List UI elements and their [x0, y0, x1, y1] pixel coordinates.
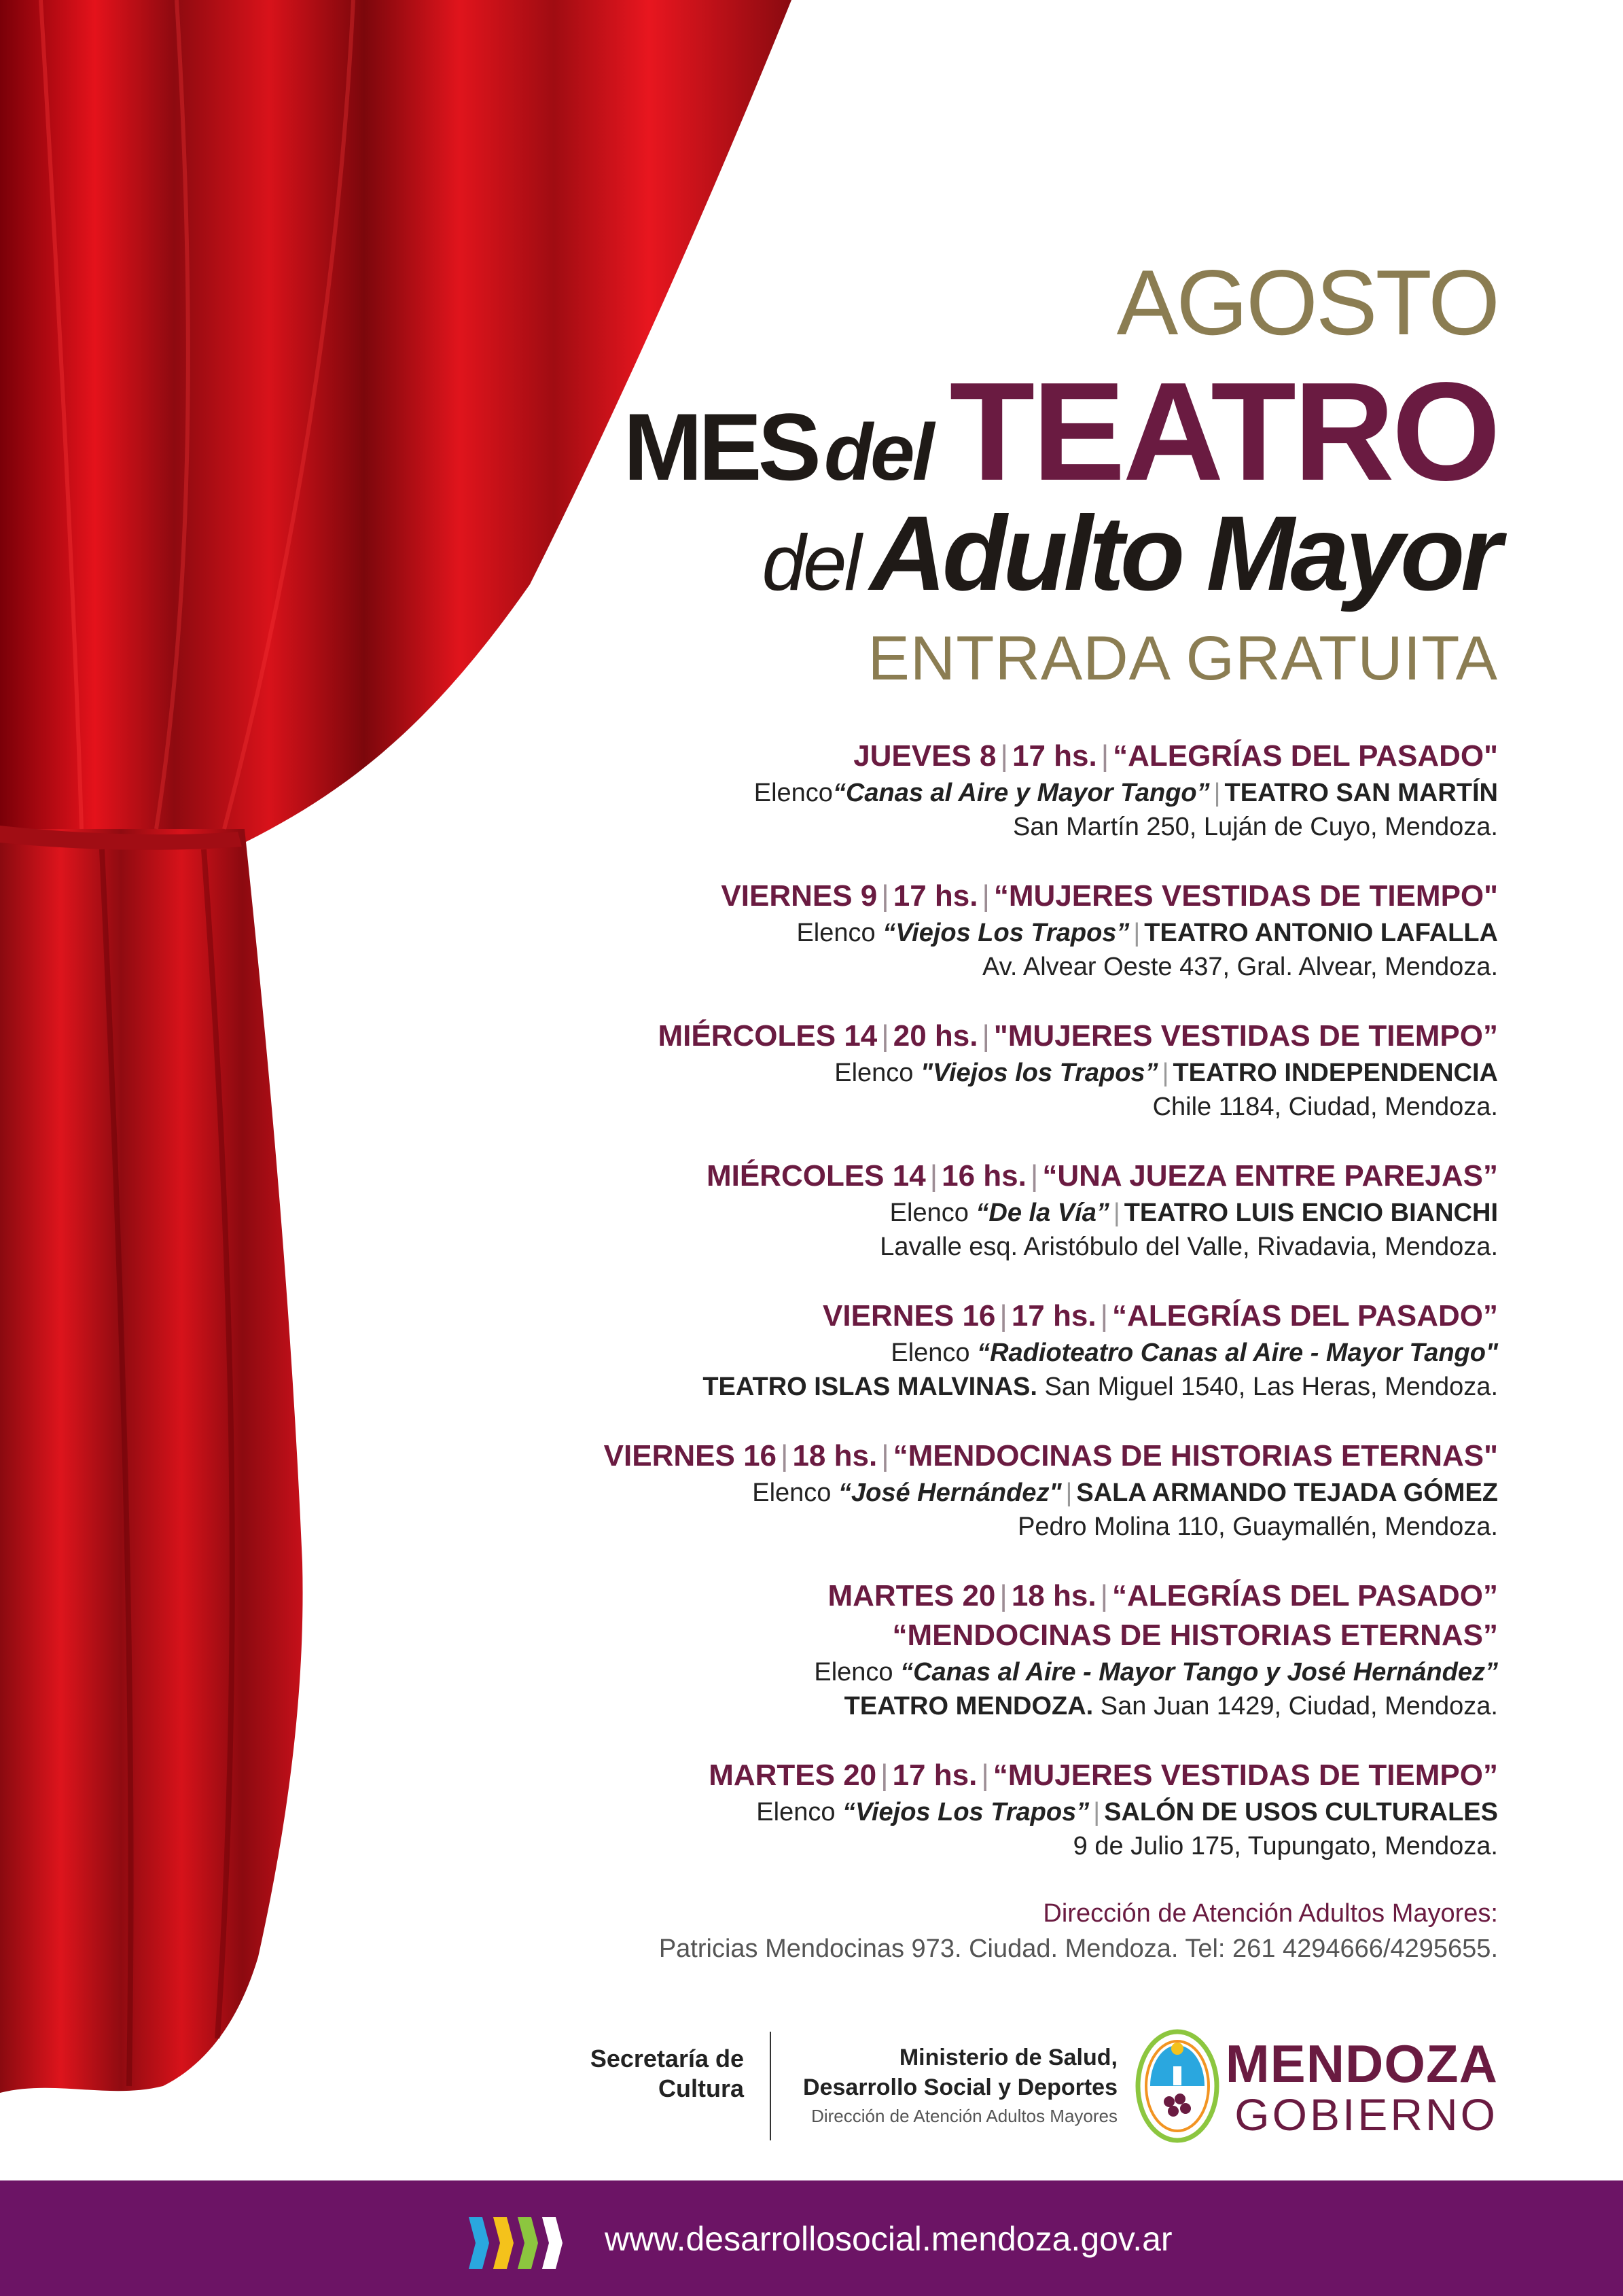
- secretaria-line-2: Cultura: [658, 2074, 744, 2102]
- separator: |: [1113, 1199, 1120, 1227]
- event-address-line: [479, 1090, 1498, 1124]
- event-address-line: [479, 1510, 1498, 1544]
- contact-address: Patricias Mendocinas 973. Ciudad. Mendoza. Tel: 261 4294666/4295655.: [658, 1935, 1498, 1963]
- separator: |: [999, 1579, 1007, 1612]
- event-heading: [479, 1576, 1498, 1616]
- stripes-logo-icon: [469, 2216, 571, 2270]
- event-day: MIÉRCOLES 14: [658, 1019, 878, 1053]
- cast-name: “Canas al Aire - Mayor Tango y José Hernández”: [900, 1658, 1498, 1686]
- logo-divider: [770, 2032, 771, 2140]
- event-cast-line: [479, 1196, 1498, 1230]
- footer-bar: [0, 2180, 1623, 2296]
- venue-address: Lavalle esq. Aristóbulo del Valle, Rivadavia, Mendoza.: [880, 1233, 1498, 1261]
- title-adulto-mayor: Adulto Mayor: [870, 495, 1498, 613]
- separator: |: [1100, 1299, 1109, 1332]
- event-address-line: [479, 950, 1498, 984]
- separator: |: [1133, 919, 1141, 947]
- title-del: del: [823, 408, 932, 497]
- event-heading: [479, 1436, 1498, 1476]
- venue-name: TEATRO SAN MARTÍN: [1224, 779, 1498, 807]
- cast-prefix: Elenco: [889, 1199, 976, 1227]
- event-play: “ALEGRÍAS DEL PASADO": [1113, 739, 1498, 773]
- event-play: “UNA JUEZA ENTRE PAREJAS”: [1042, 1159, 1498, 1193]
- venue-address: San Juan 1429, Ciudad, Mendoza.: [1093, 1692, 1498, 1720]
- separator: |: [1030, 1159, 1039, 1193]
- secretaria-cultura-logo: [590, 2044, 744, 2104]
- free-entry-subtitle: ENTRADA GRATUITA: [868, 624, 1498, 693]
- event-time: 17 hs.: [1011, 1299, 1096, 1332]
- event-day: VIERNES 16: [823, 1299, 996, 1332]
- event-play: “MENDOCINAS DE HISTORIAS ETERNAS": [893, 1439, 1498, 1472]
- event-item: [479, 1296, 1498, 1404]
- gobierno-wordmark: GOBIERNO: [1234, 2089, 1498, 2140]
- cast-name: “Canas al Aire y Mayor Tango”: [832, 779, 1210, 807]
- cast-prefix: Elenco: [834, 1059, 921, 1087]
- venue-name: TEATRO INDEPENDENCIA: [1173, 1059, 1498, 1087]
- cast-prefix: Elenco: [814, 1658, 901, 1686]
- event-cast-line: [479, 1476, 1498, 1510]
- ministerio-line-1: Ministerio de Salud,: [899, 2045, 1118, 2070]
- website-link[interactable]: www.desarrollosocial.mendoza.gov.ar: [605, 2220, 1173, 2258]
- poster-content: [479, 251, 1498, 1966]
- separator: |: [1065, 1479, 1073, 1507]
- cast-prefix: Elenco: [796, 919, 883, 947]
- venue-address: San Miguel 1540, Las Heras, Mendoza.: [1037, 1373, 1498, 1401]
- event-item: [479, 1756, 1498, 1863]
- secretaria-line-1: Secretaría de: [590, 2045, 744, 2072]
- event-item: [479, 1156, 1498, 1264]
- event-item: [479, 877, 1498, 984]
- logo-row: [547, 2025, 1498, 2154]
- event-heading: [479, 877, 1498, 916]
- event-play: “ALEGRÍAS DEL PASADO”: [1112, 1579, 1498, 1612]
- event-item: [479, 1017, 1498, 1124]
- separator: |: [1000, 739, 1008, 773]
- cast-name: “Radioteatro Canas al Aire - Mayor Tango": [977, 1339, 1498, 1367]
- event-play: “MUJERES VESTIDAS DE TIEMPO”: [993, 1759, 1498, 1792]
- event-play-2: “MENDOCINAS DE HISTORIAS ETERNAS”: [892, 1619, 1498, 1652]
- cast-prefix: Elenco: [753, 779, 833, 807]
- event-item: [479, 737, 1498, 844]
- event-cast-line: [479, 1655, 1498, 1689]
- title-line-2: [479, 496, 1498, 612]
- separator: |: [929, 1159, 938, 1193]
- venue-name: TEATRO LUIS ENCIO BIANCHI: [1124, 1199, 1498, 1227]
- cast-prefix: Elenco: [756, 1798, 843, 1826]
- event-heading: [479, 1756, 1498, 1795]
- venue-address: Chile 1184, Ciudad, Mendoza.: [1152, 1093, 1498, 1121]
- event-heading: [479, 1296, 1498, 1336]
- venue-address: 9 de Julio 175, Tupungato, Mendoza.: [1073, 1832, 1498, 1860]
- title-del-2: del: [762, 518, 859, 607]
- event-play: "MUJERES VESTIDAS DE TIEMPO”: [993, 1019, 1498, 1053]
- ministerio-logo: [803, 2043, 1118, 2130]
- venue-address: San Martín 250, Luján de Cuyo, Mendoza.: [1012, 813, 1498, 841]
- event-address-line: [479, 1689, 1498, 1723]
- event-cast-line: [479, 776, 1498, 810]
- cast-name: “Viejos Los Trapos”: [882, 919, 1130, 947]
- event-time: 17 hs.: [1012, 739, 1097, 773]
- title-teatro: TEATRO: [949, 353, 1498, 510]
- cast-name: “De la Vía”: [976, 1199, 1109, 1227]
- event-day: VIERNES 9: [721, 879, 878, 913]
- separator: |: [981, 1759, 989, 1792]
- event-address-line: [479, 1829, 1498, 1863]
- event-day: JUEVES 8: [853, 739, 997, 773]
- venue-name: SALÓN DE USOS CULTURALES: [1104, 1798, 1498, 1826]
- month-heading: AGOSTO: [1116, 251, 1498, 354]
- cast-name: "Viejos los Trapos”: [921, 1059, 1158, 1087]
- event-time: 18 hs.: [1011, 1579, 1096, 1612]
- event-cast-line: [479, 1056, 1498, 1090]
- title-line-1: [479, 353, 1498, 510]
- contact-block: [479, 1896, 1498, 1966]
- event-day: MARTES 20: [827, 1579, 996, 1612]
- event-item: [479, 1436, 1498, 1544]
- event-time: 17 hs.: [893, 879, 978, 913]
- separator: |: [1093, 1798, 1101, 1826]
- separator: |: [982, 1019, 990, 1053]
- ministerio-line-2: Desarrollo Social y Deportes: [803, 2074, 1118, 2100]
- event-play: “MUJERES VESTIDAS DE TIEMPO": [993, 879, 1498, 913]
- separator: |: [881, 1019, 889, 1053]
- event-time: 17 hs.: [892, 1759, 978, 1792]
- event-address-line: [479, 1230, 1498, 1264]
- separator: |: [1101, 739, 1109, 773]
- separator: |: [881, 1439, 889, 1472]
- mendoza-wordmark: MENDOZA: [1225, 2034, 1498, 2094]
- separator: |: [982, 879, 990, 913]
- event-heading: [479, 1017, 1498, 1056]
- venue-name-2: TEATRO MENDOZA.: [844, 1692, 1094, 1720]
- mendoza-gobierno-logo: [1225, 2034, 1498, 2140]
- separator: |: [1213, 779, 1221, 807]
- event-time: 16 hs.: [942, 1159, 1027, 1193]
- separator: |: [880, 1759, 889, 1792]
- event-item: [479, 1576, 1498, 1723]
- event-day: VIERNES 16: [603, 1439, 777, 1472]
- event-play: “ALEGRÍAS DEL PASADO”: [1112, 1299, 1498, 1332]
- event-day: MARTES 20: [709, 1759, 877, 1792]
- cast-prefix: Elenco: [891, 1339, 978, 1367]
- event-heading-2: [479, 1616, 1498, 1655]
- event-cast-line: [479, 1795, 1498, 1829]
- cast-name: “José Hernández": [838, 1479, 1062, 1507]
- contact-title: Dirección de Atención Adultos Mayores:: [1043, 1899, 1498, 1928]
- venue-name: TEATRO ANTONIO LAFALLA: [1144, 919, 1498, 947]
- venue-name: SALA ARMANDO TEJADA GÓMEZ: [1076, 1479, 1498, 1507]
- event-address-line: [479, 1370, 1498, 1404]
- venue-address: Pedro Molina 110, Guaymallén, Mendoza.: [1018, 1513, 1498, 1541]
- separator: |: [1162, 1059, 1169, 1087]
- separator: |: [881, 879, 889, 913]
- separator: |: [781, 1439, 789, 1472]
- title-mes: MES: [623, 393, 817, 500]
- event-address-line: [479, 810, 1498, 844]
- event-cast-line: [479, 1336, 1498, 1370]
- venue-address: Av. Alvear Oeste 437, Gral. Alvear, Mendoza.: [982, 953, 1498, 981]
- event-cast-line: [479, 916, 1498, 950]
- mendoza-coat-of-arms-icon: [1135, 2028, 1219, 2144]
- event-heading: [479, 1156, 1498, 1196]
- event-list: [479, 737, 1498, 1863]
- event-heading: [479, 737, 1498, 776]
- venue-name-2: TEATRO ISLAS MALVINAS.: [702, 1373, 1037, 1401]
- separator: |: [999, 1299, 1007, 1332]
- separator: |: [1100, 1579, 1109, 1612]
- cast-name: “Viejos Los Trapos”: [842, 1798, 1090, 1826]
- ministerio-line-3: Dirección de Atención Adultos Mayores: [811, 2106, 1118, 2126]
- event-time: 18 hs.: [792, 1439, 878, 1472]
- event-time: 20 hs.: [893, 1019, 978, 1053]
- event-day: MIÉRCOLES 14: [706, 1159, 926, 1193]
- cast-prefix: Elenco: [752, 1479, 838, 1507]
